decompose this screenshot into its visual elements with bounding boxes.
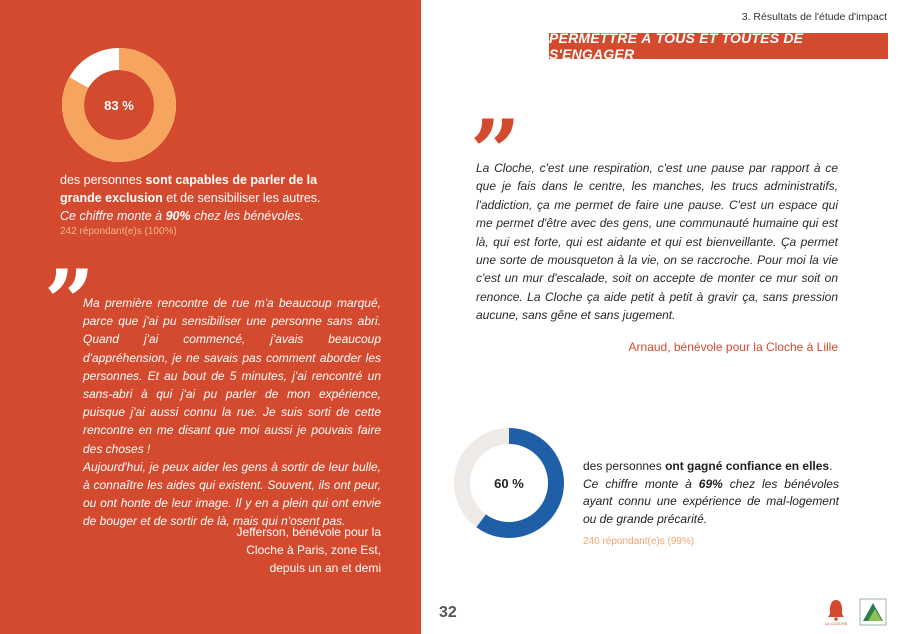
donut-percent-label: 60 % [494, 475, 524, 491]
page-number: 32 [439, 604, 457, 621]
testimonial-quote: La Cloche, c'est une respiration, c'est une pause par rapport à ce que je fais dans le centre, les manches, les trucs administratifs, l'addiction, ça me permet de faire une pause. C'est un espace qui me permet d'être avec des gens, une communauté humaine qui est là, qui est forte, qui est aidante et qui est bienveillante. Ça permet une sorte de mousqueton à la vie, on se raccroche. Pour moi la vie c'est un mur d'escalade, soit on accepte de monter ce mur soit on renonce. La Cloche ça aide petit à petit à gravir ça, sans pression aucune, sans gêne et sans jugement. [476, 161, 838, 323]
quote-mark-icon: ” [470, 100, 521, 204]
stat-text-before: des personnes [60, 173, 146, 187]
quote-paragraph-1: Ma première rencontre de rue m'a beaucoup marqué, parce que j'ai pu sensibiliser une personne sans abri. Quand j'ai commencé, j'avais beaucoup d'appréhension, je ne savais pas comment aborder les personnes. Et au bout de 5 minutes, j'ai rencontré un sans-abri à qui j'ai pu parler de mon expérience, puisque j'ai aussi connu la rue. Je suis sorti de cette rencontre en me disant que moi aussi je pouvais faire des choses ! [83, 296, 381, 456]
donut-percent-label: 83 % [104, 97, 134, 113]
donut-chart-83 [60, 46, 178, 164]
quote-author-line2: depuis un an et demi [269, 561, 381, 575]
respondents-count: 240 répondant(e)s (99%) [583, 536, 695, 547]
logo-text: LA CLOCHE [824, 621, 848, 626]
stat-text-bold: ont gagné confiance en elles [665, 459, 830, 473]
stat-italic-bold: 69% [698, 476, 723, 491]
testimonial-quote [83, 294, 381, 531]
donut-chart-60 [451, 425, 567, 541]
section-title-banner: PERMETTRE À TOUS ET TOUTES DE S'ENGAGER [549, 33, 888, 59]
stat-text [583, 458, 839, 528]
left-page [0, 0, 421, 634]
stat-text-after: et de sensibiliser les autres. [162, 191, 321, 205]
partner-logo-icon [860, 599, 886, 625]
section-breadcrumb: 3. Résultats de l'étude d'impact [741, 11, 887, 23]
la-cloche-logo-icon [826, 598, 846, 626]
stat-text-after: . [829, 459, 833, 473]
quote-author: Arnaud, bénévole pour la Cloche à Lille [628, 340, 838, 354]
stat-text-before: des personnes [583, 459, 666, 473]
quote-paragraph-2: Aujourd'hui, je peux aider les gens à sortir de leur bulle, à connaître les aides qui existent. Souvent, ils ont peur, ou ont honte de leur image. Il y en a plein qui ont envie de bouger et de sortir de là, mais qui n'osent pas. [83, 459, 381, 529]
quote-mark-icon: ” [44, 250, 95, 354]
quote-author [200, 523, 381, 577]
stat-italic-after: chez les bénévoles ayant connu une expérience de mal-logement ou de grande précarité. [583, 476, 839, 526]
right-page [421, 0, 900, 634]
stat-italic-before: Ce chiffre monte à [583, 476, 699, 491]
stat-italic [60, 209, 304, 223]
stat-italic-after: chez les bénévoles. [190, 209, 304, 223]
respondents-count: 242 répondant(e)s (100%) [60, 226, 177, 237]
stat-italic [583, 476, 839, 529]
stat-text-bold: sont capables de parler de la grande exclusion [60, 173, 318, 205]
stat-italic-before: Ce chiffre monte à [60, 209, 166, 223]
stat-text [60, 171, 360, 225]
stat-italic-bold: 90% [165, 209, 191, 223]
quote-author-line1: Jefferson, bénévole pour la Cloche à Paris, zone Est, [236, 525, 381, 557]
